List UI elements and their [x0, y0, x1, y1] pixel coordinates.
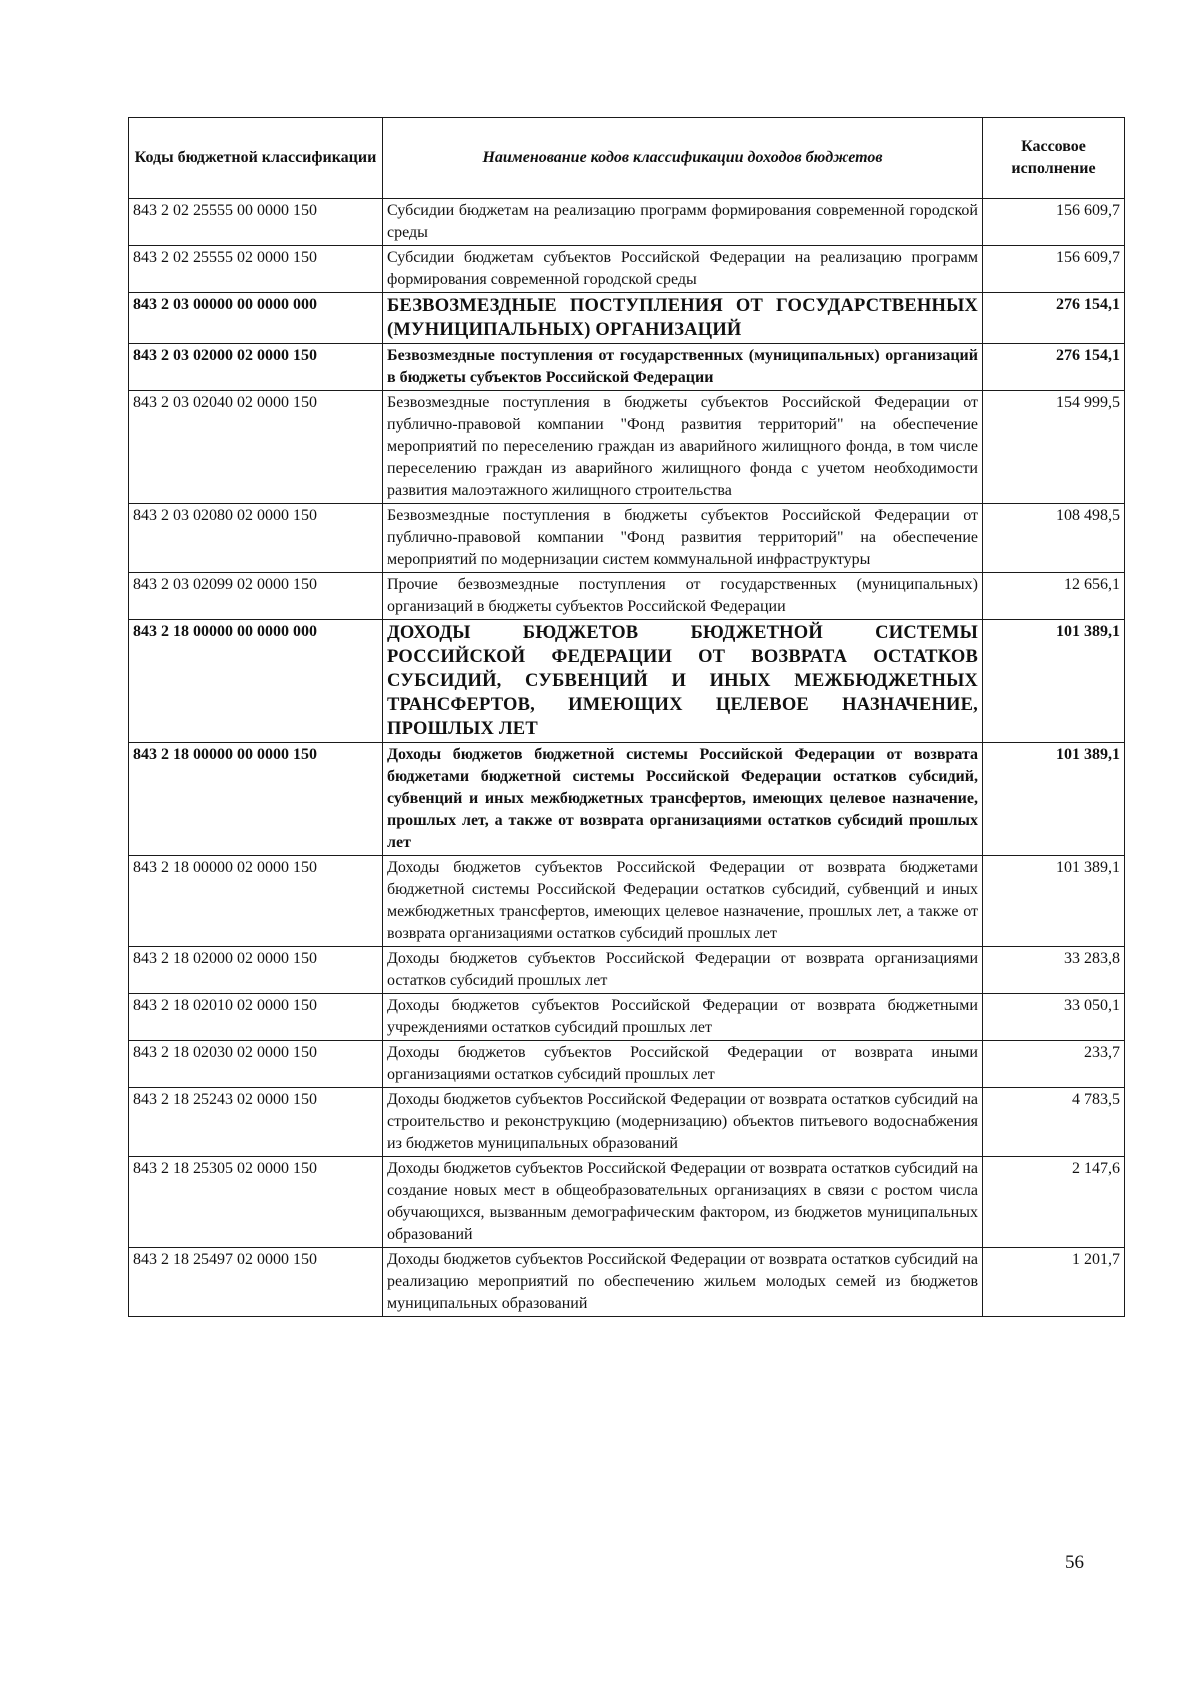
- name-cell: Безвозмездные поступления в бюджеты субъектов Российской Федерации от публично-правовой компании "Фонд развития территорий" на обеспечение мероприятий по модернизации систем коммунальной инфраструктуры: [383, 504, 983, 573]
- name-cell: Безвозмездные поступления в бюджеты субъектов Российской Федерации от публично-правовой компании "Фонд развития территорий" на обеспечение мероприятий по переселению граждан из аварийного жилищного фонда, в том числе переселению граждан из аварийного жилищного фонда с учетом необходимости развития малоэтажного жилищного строительства: [383, 391, 983, 504]
- amount-cell: 101 389,1: [983, 620, 1125, 743]
- amount-cell: 101 389,1: [983, 743, 1125, 856]
- name-cell: Доходы бюджетов субъектов Российской Федерации от возврата остатков субсидий на строительство и реконструкцию (модернизацию) объектов питьевого водоснабжения из бюджетов муниципальных образований: [383, 1088, 983, 1157]
- code-cell: 843 2 18 02030 02 0000 150: [129, 1041, 383, 1088]
- table-row: [129, 573, 1125, 620]
- amount-cell: 101 389,1: [983, 856, 1125, 947]
- name-cell: Доходы бюджетов субъектов Российской Федерации от возврата бюджетами бюджетной системы Российской Федерации остатков субсидий, субвенций и иных межбюджетных трансфертов, имеющих целевое назначение, прошлых лет, а также от возврата организациями остатков субсидий прошлых лет: [383, 856, 983, 947]
- code-cell: 843 2 18 00000 02 0000 150: [129, 856, 383, 947]
- name-cell: Безвозмездные поступления от государственных (муниципальных) организаций в бюджеты субъектов Российской Федерации: [383, 344, 983, 391]
- amount-cell: 33 050,1: [983, 994, 1125, 1041]
- amount-cell: 156 609,7: [983, 199, 1125, 246]
- code-cell: 843 2 03 02000 02 0000 150: [129, 344, 383, 391]
- name-cell: Доходы бюджетов субъектов Российской Федерации от возврата остатков субсидий на реализацию мероприятий по обеспечению жильем молодых семей из бюджетов муниципальных образований: [383, 1248, 983, 1317]
- table-row: [129, 994, 1125, 1041]
- name-cell: Доходы бюджетов субъектов Российской Федерации от возврата остатков субсидий на создание новых мест в общеобразовательных организациях в связи с ростом числа обучающихся, вызванным демографическим фактором, из бюджетов муниципальных образований: [383, 1157, 983, 1248]
- code-cell: 843 2 18 00000 00 0000 000: [129, 620, 383, 743]
- header-amount: Кассовое исполнение: [983, 118, 1125, 199]
- name-cell: Прочие безвозмездные поступления от государственных (муниципальных) организаций в бюджеты субъектов Российской Федерации: [383, 573, 983, 620]
- header-code: Коды бюджетной классификации: [129, 118, 383, 199]
- code-cell: 843 2 18 25243 02 0000 150: [129, 1088, 383, 1157]
- amount-cell: 12 656,1: [983, 573, 1125, 620]
- code-cell: 843 2 02 25555 02 0000 150: [129, 246, 383, 293]
- table-row: [129, 199, 1125, 246]
- table-row: [129, 344, 1125, 391]
- name-cell: Доходы бюджетов бюджетной системы Российской Федерации от возврата бюджетами бюджетной системы Российской Федерации остатков субсидий, субвенций и иных межбюджетных трансфертов, имеющих целевое назначение, прошлых лет, а также от возврата организациями остатков субсидий прошлых лет: [383, 743, 983, 856]
- header-name: Наименование кодов классификации доходов бюджетов: [383, 118, 983, 199]
- table-body: [129, 199, 1125, 1317]
- budget-table: [128, 117, 1125, 1317]
- amount-cell: 233,7: [983, 1041, 1125, 1088]
- code-cell: 843 2 03 02099 02 0000 150: [129, 573, 383, 620]
- amount-cell: 156 609,7: [983, 246, 1125, 293]
- name-cell: БЕЗВОЗМЕЗДНЫЕ ПОСТУПЛЕНИЯ ОТ ГОСУДАРСТВЕННЫХ (МУНИЦИПАЛЬНЫХ) ОРГАНИЗАЦИЙ: [383, 293, 983, 344]
- page-number: 56: [1065, 1552, 1084, 1573]
- amount-cell: 1 201,7: [983, 1248, 1125, 1317]
- name-cell: Доходы бюджетов субъектов Российской Федерации от возврата бюджетными учреждениями остатков субсидий прошлых лет: [383, 994, 983, 1041]
- code-cell: 843 2 02 25555 00 0000 150: [129, 199, 383, 246]
- code-cell: 843 2 18 02010 02 0000 150: [129, 994, 383, 1041]
- table-row: [129, 1248, 1125, 1317]
- amount-cell: 2 147,6: [983, 1157, 1125, 1248]
- name-cell: Доходы бюджетов субъектов Российской Федерации от возврата иными организациями остатков субсидий прошлых лет: [383, 1041, 983, 1088]
- table-row: [129, 620, 1125, 743]
- table-header-row: [129, 118, 1125, 199]
- code-cell: 843 2 18 25497 02 0000 150: [129, 1248, 383, 1317]
- code-cell: 843 2 03 00000 00 0000 000: [129, 293, 383, 344]
- code-cell: 843 2 18 00000 00 0000 150: [129, 743, 383, 856]
- amount-cell: 33 283,8: [983, 947, 1125, 994]
- table-row: [129, 856, 1125, 947]
- name-cell: Субсидии бюджетам субъектов Российской Федерации на реализацию программ формирования современной городской среды: [383, 246, 983, 293]
- name-cell: ДОХОДЫ БЮДЖЕТОВ БЮДЖЕТНОЙ СИСТЕМЫ РОССИЙСКОЙ ФЕДЕРАЦИИ ОТ ВОЗВРАТА ОСТАТКОВ СУБСИДИЙ, СУБВЕНЦИЙ И ИНЫХ МЕЖБЮДЖЕТНЫХ ТРАНСФЕРТОВ, ИМЕЮЩИХ ЦЕЛЕВОЕ НАЗНАЧЕНИЕ, ПРОШЛЫХ ЛЕТ: [383, 620, 983, 743]
- table-row: [129, 947, 1125, 994]
- amount-cell: 154 999,5: [983, 391, 1125, 504]
- table-row: [129, 1041, 1125, 1088]
- code-cell: 843 2 18 02000 02 0000 150: [129, 947, 383, 994]
- table-row: [129, 246, 1125, 293]
- name-cell: Субсидии бюджетам на реализацию программ формирования современной городской среды: [383, 199, 983, 246]
- table-row: [129, 1157, 1125, 1248]
- code-cell: 843 2 03 02040 02 0000 150: [129, 391, 383, 504]
- amount-cell: 4 783,5: [983, 1088, 1125, 1157]
- table-row: [129, 293, 1125, 344]
- table-row: [129, 743, 1125, 856]
- table-row: [129, 504, 1125, 573]
- amount-cell: 276 154,1: [983, 293, 1125, 344]
- table-row: [129, 391, 1125, 504]
- code-cell: 843 2 18 25305 02 0000 150: [129, 1157, 383, 1248]
- amount-cell: 108 498,5: [983, 504, 1125, 573]
- amount-cell: 276 154,1: [983, 344, 1125, 391]
- table-row: [129, 1088, 1125, 1157]
- code-cell: 843 2 03 02080 02 0000 150: [129, 504, 383, 573]
- name-cell: Доходы бюджетов субъектов Российской Федерации от возврата организациями остатков субсидий прошлых лет: [383, 947, 983, 994]
